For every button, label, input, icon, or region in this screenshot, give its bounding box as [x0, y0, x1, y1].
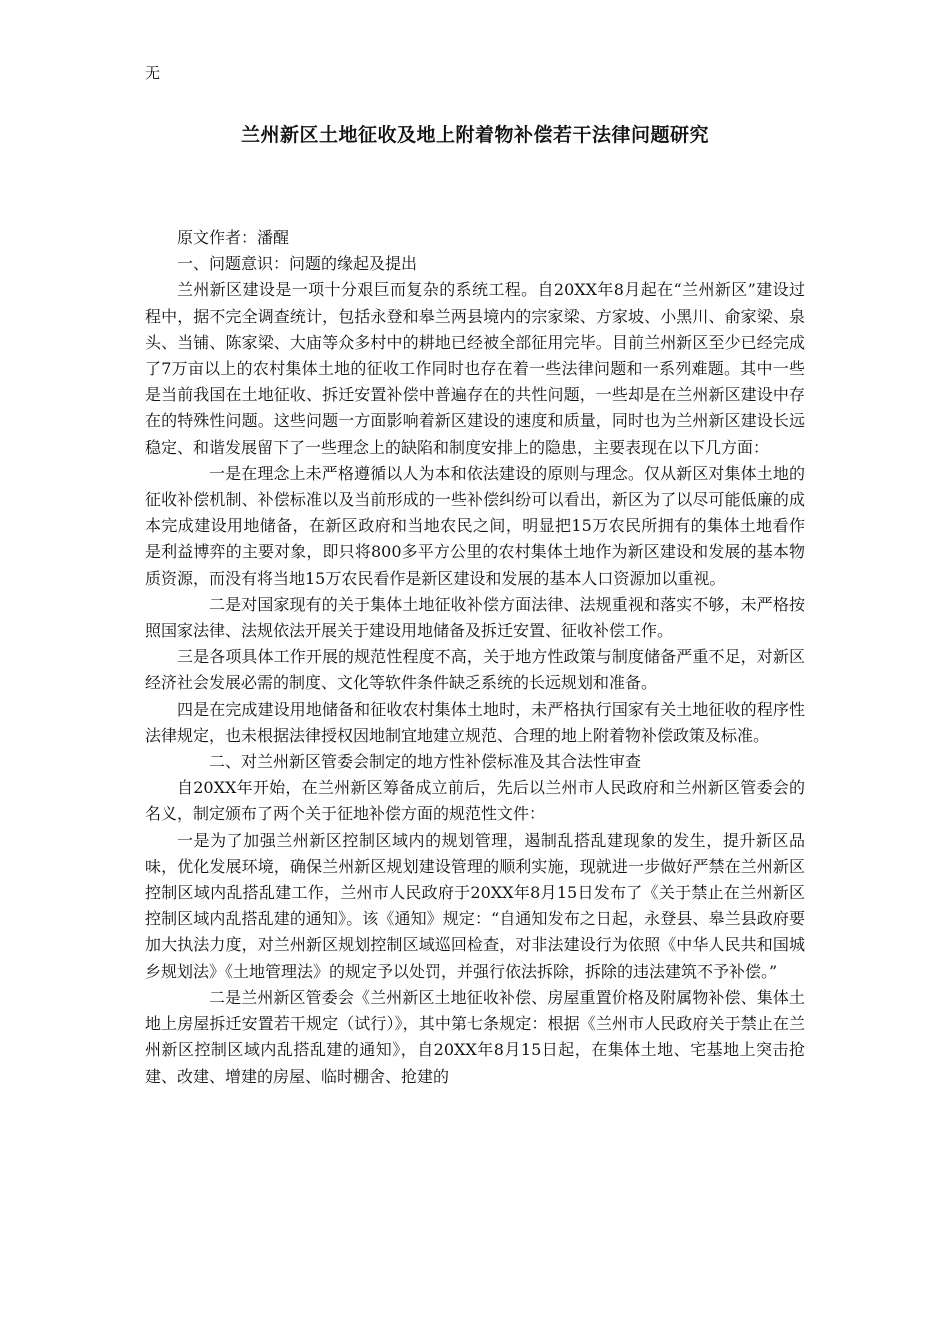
paragraph: 二是对国家现有的关于集体土地征收补偿方面法律、法规重视和落实不够，未严格按照国家法律、法规依法开展关于建设用地储备及拆迁安置、征收补偿工作。: [145, 594, 805, 641]
paragraph: 四是在完成建设用地储备和征收农村集体土地时，未严格执行国家有关土地征收的程序性法律规定，也未根据法律授权因地制宜地建立规范、合理的地上附着物补偿政策及标准。: [145, 699, 805, 745]
paragraph: 一、问题意识：问题的缘起及提出: [177, 254, 418, 274]
paragraph: 三是各项具体工作开展的规范性程度不高，关于地方性政策与制度储备严重不足，对新区经济社会发展必需的制度、文化等软件条件缺乏系统的长远规划和准备。: [145, 647, 805, 693]
header-mark: 无: [145, 64, 161, 82]
document-body: [145, 225, 805, 1090]
paragraph: 原文作者：潘醒: [177, 228, 290, 247]
paragraph: 一是为了加强兰州新区控制区域内的规划管理，遏制乱搭乱建现象的发生，提升新区品味，优化发展环境，确保兰州新区规划建设管理的顺利实施，现就进一步做好严禁在兰州新区控制区域内乱搭乱建工作，兰州市人民政府于20XX年8月15日发布了《关于禁止在兰州新区控制区域内乱搭乱建的通知》。该《通知》规定：“自通知发布之日起，永登县、皋兰县政府要加大执法力度，对兰州新区规划控制区域巡回检查，对非法建设行为依照《中华人民共和国城乡规划法》《土地管理法》的规定予以处罚，并强行依法拆除，拆除的违法建筑不予补偿。”: [145, 830, 805, 981]
paragraph: 自20XX年开始，在兰州新区筹备成立前后，先后以兰州市人民政府和兰州新区管委会的名义，制定颁布了两个关于征地补偿方面的规范性文件：: [145, 778, 805, 824]
paragraph: 二、对兰州新区管委会制定的地方性补偿标准及其合法性审查: [209, 752, 642, 772]
paragraph: 一是在理念上未严格遵循以人为本和依法建设的原则与理念。仅从新区对集体土地的征收补偿机制、补偿标准以及当前形成的一些补偿纠纷可以看出，新区为了以尽可能低廉的成本完成建设用地储备，在新区政府和当地农民之间，明显把15万农民所拥有的集体土地看作是利益博弈的主要对象，即只将800多平方公里的农村集体土地作为新区建设和发展的基本物质资源，而没有将当地15万农民看作是新区建设和发展的基本人口资源加以重视。: [145, 463, 805, 588]
paragraph: 兰州新区建设是一项十分艰巨而复杂的系统工程。自20XX年8月起在“兰州新区”建设过程中，据不完全调查统计，包括永登和皋兰两县境内的宗家梁、方家坡、小黑川、俞家梁、泉头、当铺、陈家梁、大庙等众多村中的耕地已经被全部征用完毕。目前兰州新区至少已经完成了7万亩以上的农村集体土地的征收工作同时也存在着一些法律问题和一系列难题。其中一些是当前我国在土地征收、拆迁安置补偿中普遍存在的共性问题，一些却是在兰州新区建设中存在的特殊性问题。这些问题一方面影响着新区建设的速度和质量，同时也为兰州新区建设长远稳定、和谐发展留下了一些理念上的缺陷和制度安排上的隐患，主要表现在以下几方面：: [145, 280, 805, 457]
paragraph: 二是兰州新区管委会《兰州新区土地征收补偿、房屋重置价格及附属物补偿、集体土地上房屋拆迁安置若干规定（试行）》，其中第七条规定：根据《兰州市人民政府关于禁止在兰州新区控制区域内乱搭乱建的通知》，自20XX年8月15日起，在集体土地、宅基地上突击抢建、改建、增建的房屋、临时棚舍、抢建的: [145, 987, 805, 1086]
document-title: 兰州新区土地征收及地上附着物补偿若干法律问题研究: [240, 124, 709, 146]
